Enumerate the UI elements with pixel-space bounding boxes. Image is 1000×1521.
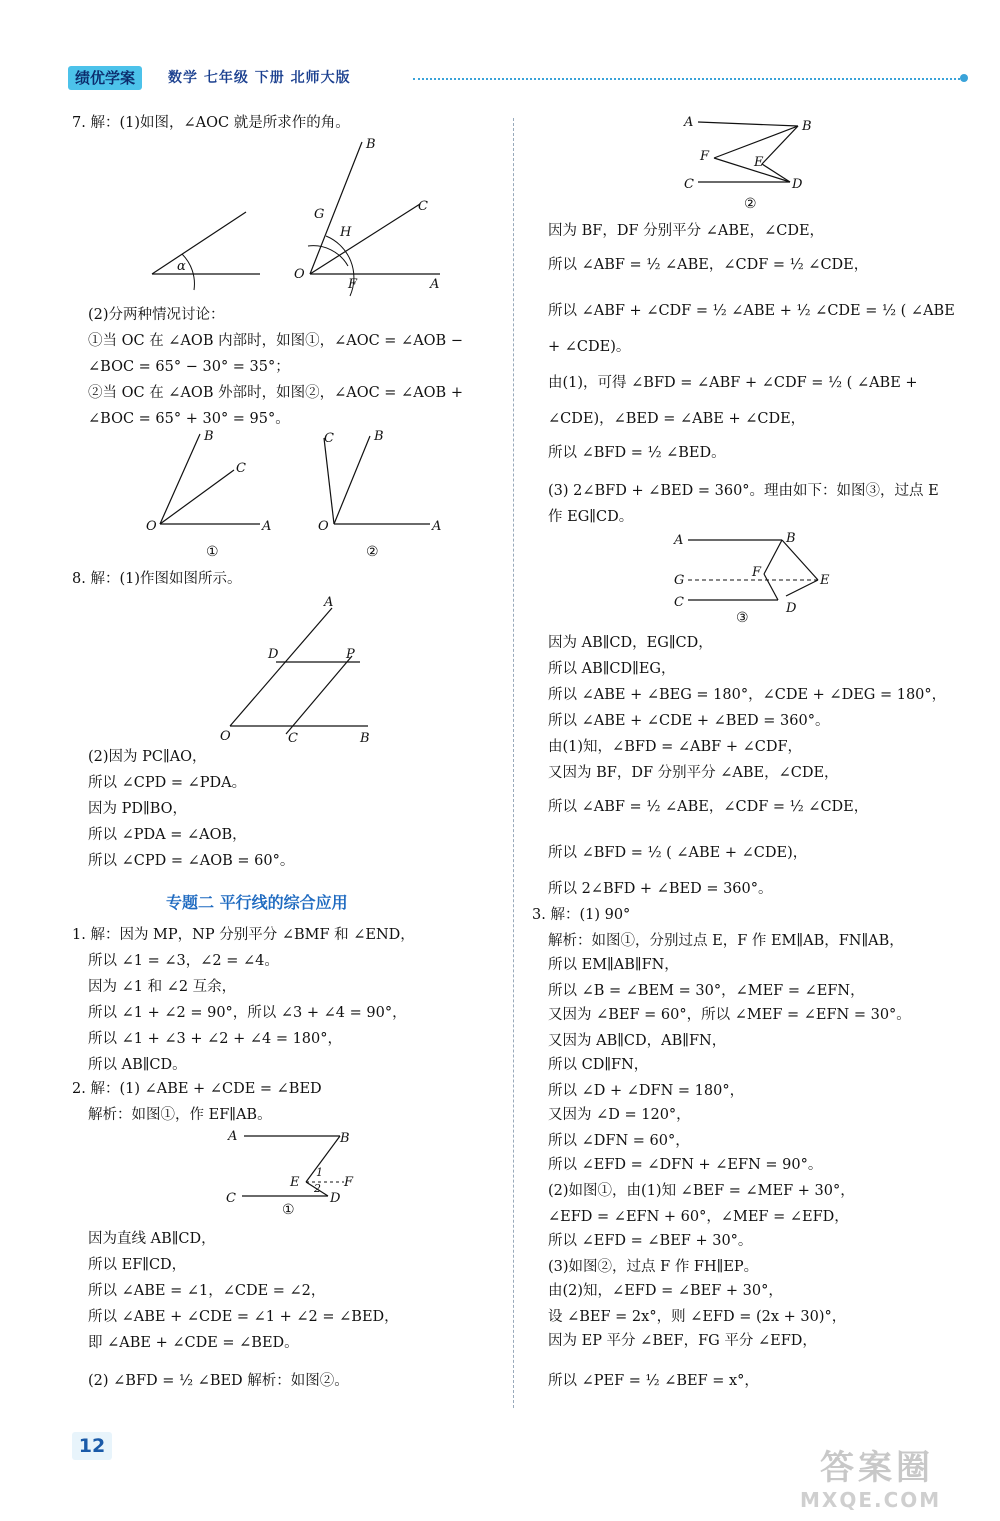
q7-case1-calc: ∠BOC = 65° − 30° = 35°；: [88, 359, 290, 375]
s2q2-line1: 2. 解：(1) ∠ABE + ∠CDE = ∠BED: [72, 1081, 322, 1097]
r-fig3-caption: ③: [736, 610, 749, 626]
q8-line6: 所以 ∠CPD = ∠AOB = 60°。: [88, 853, 295, 869]
r-line8: (3) 2∠BFD + ∠BED = 360°。理由如下：如图③，过点 E: [548, 483, 939, 499]
q7-fig2-caption: ②: [366, 544, 379, 560]
rf2-label-B: B: [802, 119, 812, 134]
q8-label-B: B: [360, 731, 370, 746]
page-number: 12: [72, 1432, 112, 1460]
r-line11: 所以 AB∥CD∥EG，: [548, 661, 676, 677]
r-line22: 所以 ∠B = ∠BEM = 30°，∠MEF = ∠EFN，: [548, 983, 865, 999]
r-line33: (3)如图②，过点 F 作 FH∥EP。: [548, 1259, 759, 1275]
r-line3: 所以 ∠ABF + ∠CDF = ½ ∠ABE + ½ ∠CDE = ½ ( ∠ABE: [548, 303, 955, 319]
r-line27: 又因为 ∠D = 120°，: [548, 1107, 691, 1123]
q2-label-B: B: [340, 1131, 350, 1146]
r-line20: 解析：如图①，分别过点 E，F 作 EM∥AB，FN∥AB，: [548, 933, 904, 949]
s2q1-line2: 所以 ∠1 = ∠3，∠2 = ∠4。: [88, 953, 279, 969]
fig1-label-O: O: [146, 519, 157, 534]
q7-label-G: G: [314, 207, 325, 222]
q8-line4: 因为 PD∥BO，: [88, 801, 188, 817]
q8-line2: (2)因为 PC∥AO，: [88, 749, 207, 765]
r-line30: (2)如图①，由(1)知 ∠BEF = ∠MEF + 30°，: [548, 1183, 855, 1199]
r-line13: 所以 ∠ABE + ∠CDE + ∠BED = 360°。: [548, 713, 830, 729]
fig1-label-C: C: [236, 461, 246, 476]
q8-line3: 所以 ∠CPD = ∠PDA。: [88, 775, 247, 791]
q8-label-A: A: [324, 595, 334, 610]
q2-label-E: E: [290, 1175, 300, 1190]
rf2-label-A: A: [684, 115, 694, 130]
r-line23: 又因为 ∠BEF = 60°，所以 ∠MEF = ∠EFN = 30°。: [548, 1007, 911, 1023]
q2-label-A: A: [228, 1129, 238, 1144]
r-line4: + ∠CDE)。: [548, 339, 631, 355]
r-line1: 因为 BF，DF 分别平分 ∠ABE，∠CDE，: [548, 223, 825, 239]
q8-label-C: C: [288, 731, 298, 746]
rf2-label-E: E: [754, 155, 764, 170]
rf3-label-C: C: [674, 595, 684, 610]
q8-line5: 所以 ∠PDA = ∠AOB，: [88, 827, 247, 843]
r-line15: 又因为 BF，DF 分别平分 ∠ABE，∠CDE，: [548, 765, 839, 781]
r-fig3: [668, 530, 838, 620]
r-line18: 所以 2∠BFD + ∠BED = 360°。: [548, 881, 773, 897]
rf2-label-C: C: [684, 177, 694, 192]
q7-label-C: C: [418, 199, 428, 214]
r-line29: 所以 ∠EFD = ∠DFN + ∠EFN = 90°。: [548, 1157, 823, 1173]
q7-construction-figure: [130, 136, 470, 296]
fig2-label-C: C: [324, 431, 334, 446]
s2q2-line3: 因为直线 AB∥CD，: [88, 1231, 216, 1247]
r-line24: 又因为 AB∥CD，AB∥FN，: [548, 1033, 727, 1049]
s2q2-line7: 即 ∠ABE + ∠CDE = ∠BED。: [88, 1335, 299, 1351]
q8-label-O: O: [220, 729, 231, 744]
fig2-label-A: A: [432, 519, 442, 534]
section-title: 专题二 平行线的综合应用: [166, 893, 348, 912]
s2q1-line1: 1. 解：因为 MP，NP 分别平分 ∠BMF 和 ∠END，: [72, 927, 415, 943]
rf3-label-E: E: [820, 573, 830, 588]
q8-label-P: P: [346, 647, 355, 662]
rf2-label-D: D: [792, 177, 803, 192]
rf2-label-F: F: [700, 149, 710, 164]
r-line12: 所以 ∠ABE + ∠BEG = 180°，∠CDE + ∠DEG = 180°，: [548, 687, 947, 703]
s2q2-line5: 所以 ∠ABE = ∠1，∠CDE = ∠2，: [88, 1283, 326, 1299]
rf3-label-A: A: [674, 533, 684, 548]
q2-label-C: C: [226, 1191, 236, 1206]
brand-badge: 绩优学案: [68, 66, 142, 90]
r-line37: 所以 ∠PEF = ½ ∠BEF = x°，: [548, 1373, 759, 1389]
rf3-label-G: G: [674, 573, 685, 588]
q8-figure: [220, 594, 400, 744]
q7-label-O: O: [294, 267, 305, 282]
header-dot-icon: [960, 74, 968, 82]
header-dotted-rule: [413, 78, 960, 80]
q7-label-H: H: [340, 225, 352, 240]
r-line14: 由(1)知，∠BFD = ∠ABF + ∠CDF，: [548, 739, 803, 755]
s2q1-line4: 所以 ∠1 + ∠2 = 90°，所以 ∠3 + ∠4 = 90°，: [88, 1005, 407, 1021]
s2q2-line4: 所以 EF∥CD，: [88, 1257, 187, 1273]
rf3-label-F: F: [752, 565, 762, 580]
header-subtitle: 数学 七年级 下册 北师大版: [168, 70, 351, 86]
q7-case2: ②当 OC 在 ∠AOB 外部时，如图②，∠AOC = ∠AOB +: [88, 385, 463, 401]
fig1-label-B: B: [204, 429, 214, 444]
s2q2-line6: 所以 ∠ABE + ∠CDE = ∠1 + ∠2 = ∠BED，: [88, 1309, 399, 1325]
q2-fig1-caption: ①: [282, 1202, 295, 1218]
r-fig2: [678, 112, 828, 208]
q2-label-D: D: [330, 1191, 341, 1206]
q2-fig1: [220, 1126, 380, 1216]
q7-part2: (2)分两种情况讨论：: [88, 307, 225, 323]
r-line34: 由(2)知，∠EFD = ∠BEF + 30°，: [548, 1283, 783, 1299]
r-line36: 因为 EP 平分 ∠BEF，FG 平分 ∠EFD，: [548, 1333, 817, 1349]
q2-label-2: 2: [314, 1182, 321, 1195]
watermark-logo: 答案圈: [820, 1448, 934, 1488]
q2-label-1: 1: [316, 1166, 323, 1179]
r-line10: 因为 AB∥CD，EG∥CD，: [548, 635, 713, 651]
q7-case-figures: [140, 428, 470, 568]
r-line25: 所以 CD∥FN，: [548, 1057, 649, 1073]
fig2-label-O: O: [318, 519, 329, 534]
rf3-label-D: D: [786, 601, 797, 616]
r-line21: 所以 EM∥AB∥FN，: [548, 957, 679, 973]
r-line32: 所以 ∠EFD = ∠BEF + 30°。: [548, 1233, 753, 1249]
rf3-label-B: B: [786, 531, 796, 546]
r-q3-line1: 3. 解：(1) 90°: [532, 907, 631, 923]
s2q2-line2: 解析：如图①，作 EF∥AB。: [88, 1107, 272, 1123]
s2q1-line6: 所以 AB∥CD。: [88, 1057, 187, 1073]
q8-line: 8. 解：(1)作图如图所示。: [72, 571, 242, 587]
q2-label-F: F: [344, 1175, 354, 1190]
q7-label-B: B: [366, 137, 376, 152]
alpha-label: α: [177, 259, 186, 274]
q7-case1: ①当 OC 在 ∠AOB 内部时，如图①，∠AOC = ∠AOB −: [88, 333, 463, 349]
watermark-url: MXQE.COM: [800, 1488, 942, 1512]
r-line9: 作 EG∥CD。: [548, 509, 634, 525]
page-header: [68, 66, 968, 92]
q7-case2-calc: ∠BOC = 65° + 30° = 95°。: [88, 411, 290, 427]
r-line35: 设 ∠BEF = 2x°，则 ∠EFD = (2x + 30)°，: [548, 1309, 847, 1325]
r-line7: 所以 ∠BFD = ½ ∠BED。: [548, 445, 726, 461]
q7-label-A: A: [430, 277, 440, 292]
s2q1-line5: 所以 ∠1 + ∠3 + ∠2 + ∠4 = 180°，: [88, 1031, 343, 1047]
r-line17: 所以 ∠BFD = ½ ( ∠ABE + ∠CDE)，: [548, 845, 808, 861]
column-divider: [513, 118, 514, 1408]
q7-line: 7. 解：(1)如图，∠AOC 就是所求作的角。: [72, 115, 350, 131]
q8-label-D: D: [268, 647, 279, 662]
r-line6: ∠CDE)，∠BED = ∠ABE + ∠CDE，: [548, 411, 806, 427]
q7-label-F: F: [348, 277, 358, 292]
r-line28: 所以 ∠DFN = 60°，: [548, 1133, 690, 1149]
r-line2: 所以 ∠ABF = ½ ∠ABE，∠CDF = ½ ∠CDE，: [548, 257, 869, 273]
fig1-label-A: A: [262, 519, 272, 534]
r-fig2-caption: ②: [744, 196, 757, 212]
r-line31: ∠EFD = ∠EFN + 60°，∠MEF = ∠EFD，: [548, 1209, 849, 1225]
fig2-label-B: B: [374, 429, 384, 444]
r-line5: 由(1)，可得 ∠BFD = ∠ABF + ∠CDF = ½ ( ∠ABE +: [548, 375, 918, 391]
r-line16: 所以 ∠ABF = ½ ∠ABE，∠CDF = ½ ∠CDE，: [548, 799, 869, 815]
s2q2-line8: (2) ∠BFD = ½ ∠BED 解析：如图②。: [88, 1373, 349, 1389]
r-line26: 所以 ∠D + ∠DFN = 180°，: [548, 1083, 745, 1099]
q7-fig1-caption: ①: [206, 544, 219, 560]
s2q1-line3: 因为 ∠1 和 ∠2 互余，: [88, 979, 237, 995]
